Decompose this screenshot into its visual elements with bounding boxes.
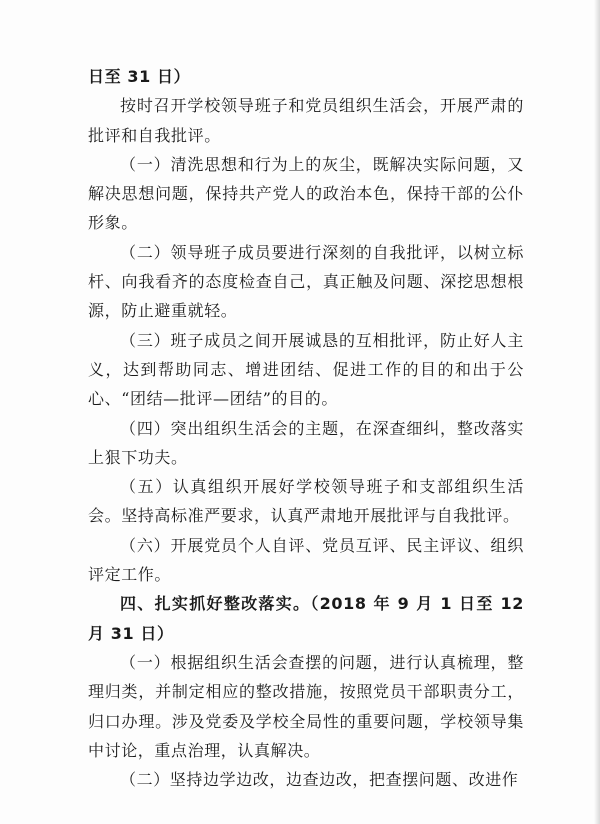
paragraph-item-3: （三）班子成员之间开展诚恳的互相批评，防止好人主义，达到帮助同志、增进团结、促进工作的目的和出于公心、“团结—批评—团结”的目的。 [88, 330, 524, 409]
paragraph-intro: 按时召开学校领导班子和党员组织生活会，开展严肃的批评和自我批评。 [88, 96, 524, 145]
paragraph-item-6: （六）开展党员个人自评、党员互评、民主评议、组织评定工作。 [88, 535, 524, 585]
paragraph-item-2: （二）领导班子成员要进行深刻的自我批评，以树立标杆、向我看齐的态度检查自己，真正触及问题、深挖思想根源，防止避重就轻。 [88, 242, 524, 321]
section-heading-4: 四、扎实抓好整改落实。（2018 年 9 月 1 日至 12 月 31 日） [88, 594, 524, 643]
paragraph-section4-item-2: （二）坚持边学边改，边查边改，把查摆问题、改进作 [120, 770, 519, 790]
paragraph-continuation: 日至 31 日） [88, 67, 191, 86]
paragraph-item-4: （四）突出组织生活会的主题，在深查细纠，整改落实上狠下功夫。 [88, 418, 524, 467]
paragraph-item-5: （五）认真组织开展好学校领导班子和支部组织生活会。坚持高标准严要求，认真严肃地开展批评与自我批评。 [88, 477, 524, 526]
paragraph-item-1: （一）清洗思想和行为上的灰尘，既解决实际问题，又解决思想问题，保持共产党人的政治本色，保持干部的公仆形象。 [88, 154, 524, 233]
scan-edge-shadow [594, 0, 600, 824]
document-body [88, 62, 524, 794]
paragraph-section4-item-1: （一）根据组织生活会查摆的问题，进行认真梳理，整理归类，并制定相应的整改措施，按照党员干部职责分工，归口办理。涉及党委及学校全局性的重要问题，学校领导集中讨论，重点治理，认真解决。 [88, 652, 524, 760]
